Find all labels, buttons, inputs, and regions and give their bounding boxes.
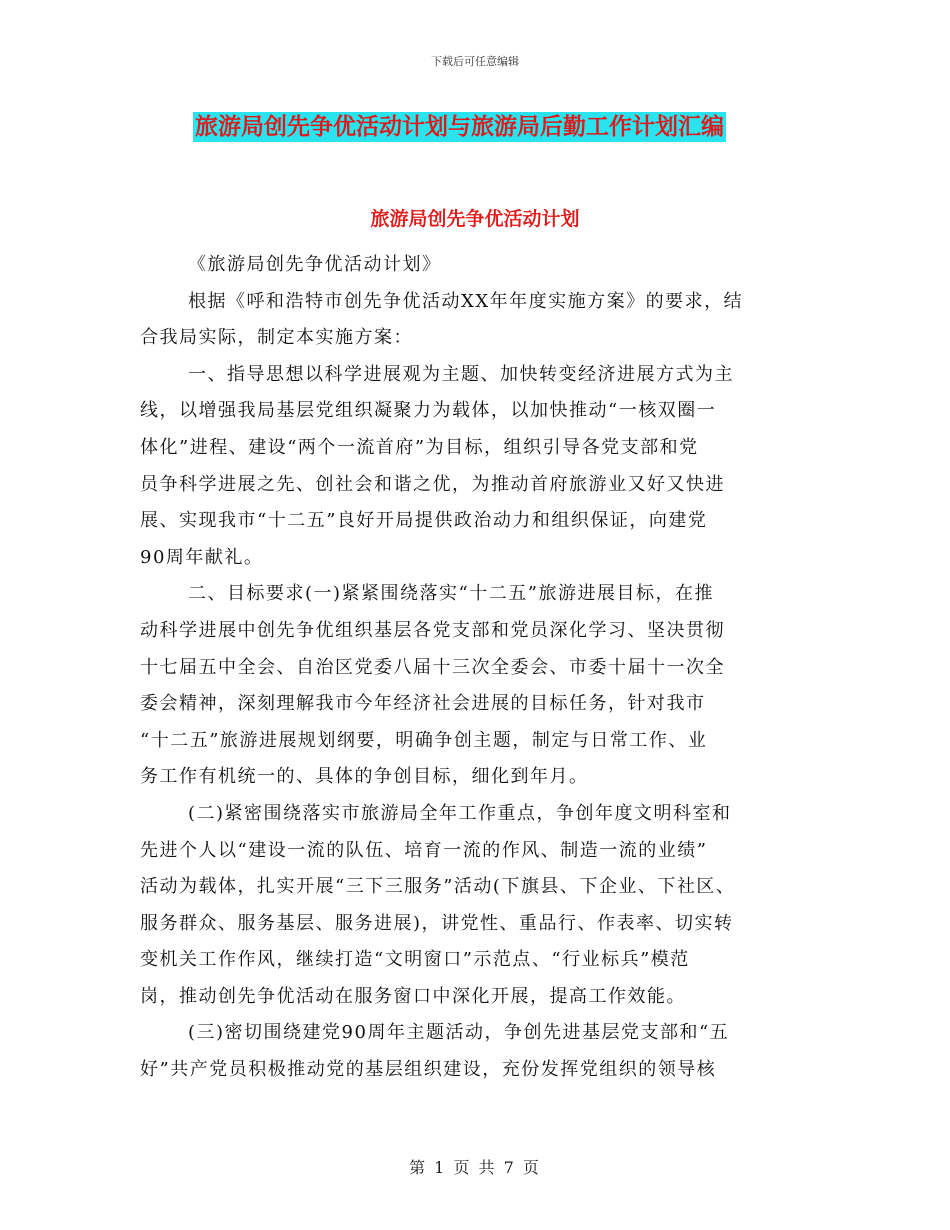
text-line: 服务群众、服务基层、服务进展)，讲党性、重品行、作表率、切实转 xyxy=(140,912,734,934)
section-title: 旅游局创先争优活动计划 xyxy=(370,208,580,230)
text-line: 委会精神，深刻理解我市今年经济社会进展的目标任务，针对我市 xyxy=(140,693,706,715)
text-line: 十七届五中全会、自治区党委八届十三次全委会、市委十届十一次全 xyxy=(140,656,725,678)
text-line: 员争科学进展之先、创社会和谐之优，为推动首府旅游业又好又快进 xyxy=(140,473,725,495)
page-header: 下载后可任意编辑 xyxy=(431,55,519,68)
text-line: 活动为载体，扎实开展“三下三服务”活动(下旗县、下企业、下社区、 xyxy=(140,876,736,898)
document-title: 旅游局创先争优活动计划与旅游局后勤工作计划汇编 xyxy=(195,114,724,140)
text-line: 变机关工作作风，继续打造“文明窗口”示范点、“行业标兵”模范 xyxy=(140,949,690,971)
text-line: 好”共产党员积极推动党的基层组织建设，充份发挥党组织的领导核 xyxy=(140,1059,717,1081)
text-line: 根据《呼和浩特市创先争优活动XX年年度实施方案》的要求，结 xyxy=(188,290,744,312)
text-line: 体化”进程、建设“两个一流首府”为目标，组织引导各党支部和党 xyxy=(140,436,699,458)
text-line: 岗，推动创先争优活动在服务窗口中深化开展，提高工作效能。 xyxy=(140,985,686,1007)
text-line: (二)紧密围绕落实市旅游局全年工作重点，争创年度文明科室和 xyxy=(188,802,732,824)
page-footer: 第 1 页 共 7 页 xyxy=(409,1158,541,1177)
text-line: 动科学进展中创先争优组织基层各党支部和党员深化学习、坚决贯彻 xyxy=(140,619,725,641)
text-line: “十二五”旅游进展规划纲要，明确争创主题，制定与日常工作、业 xyxy=(140,729,708,751)
text-line: 展、实现我市“十二五”良好开局提供政治动力和组织保证，向建党 xyxy=(140,510,708,532)
text-line: (三)密切围绕建党90周年主题活动，争创先进基层党支部和“五 xyxy=(188,1022,730,1044)
text-line: 线，以增强我局基层党组织凝聚力为载体，以加快推动“一核双圈一 xyxy=(140,400,717,422)
text-line: 一、指导思想以科学进展观为主题、加快转变经济进展方式为主 xyxy=(188,363,734,385)
text-line: 合我局实际，制定本实施方案： xyxy=(140,327,413,349)
text-line: 务工作有机统一的、具体的争创目标，细化到年月。 xyxy=(140,766,589,788)
text-line: 《旅游局创先争优活动计划》 xyxy=(188,254,442,275)
body-text xyxy=(140,247,800,1089)
text-line: 二、目标要求(一)紧紧围绕落实“十二五”旅游进展目标，在推 xyxy=(188,583,714,605)
text-line: 先进个人以“建设一流的队伍、培育一流的作风、制造一流的业绩” xyxy=(140,839,708,861)
text-line: 90周年献礼。 xyxy=(140,546,264,568)
